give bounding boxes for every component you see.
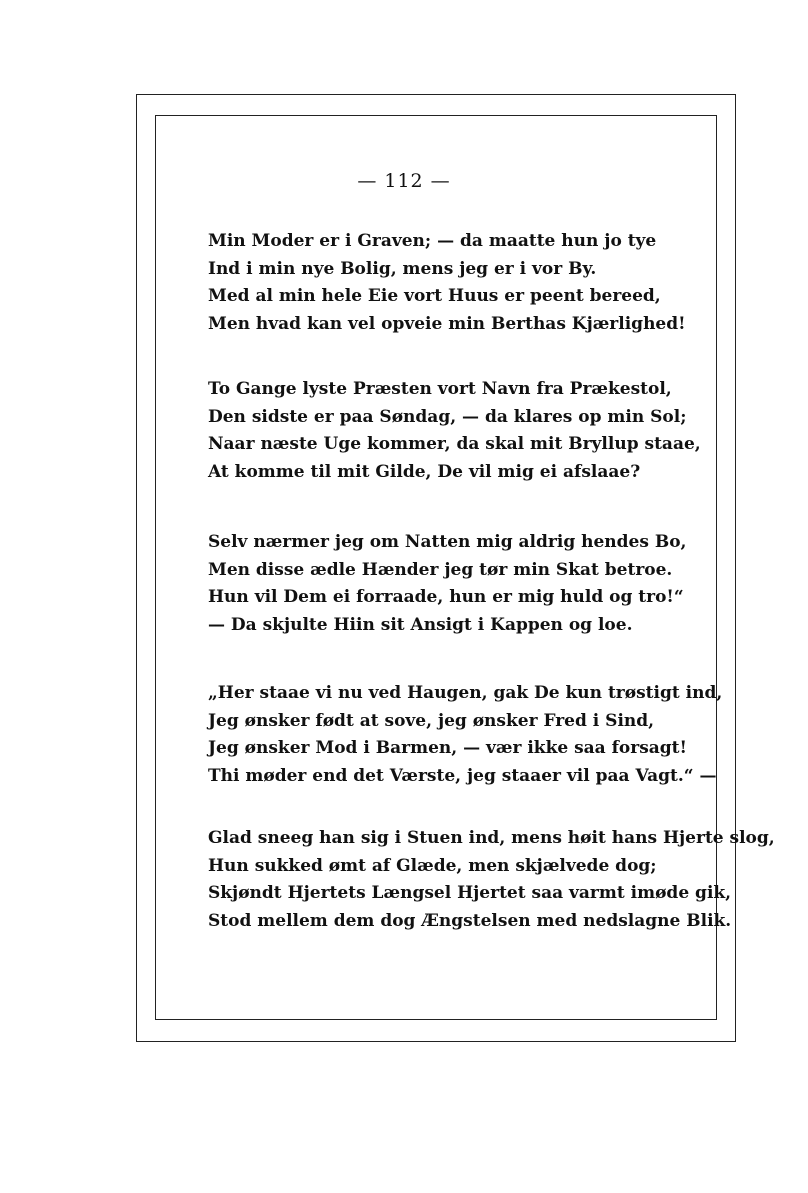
stanza-3 [208,529,687,639]
verse-line: Selv nærmer jeg om Natten mig aldrig hendes Bo, [208,532,687,552]
verse-line: Naar næste Uge kommer, da skal mit Bryllup staae, [208,434,701,454]
verse-line: At komme til mit Gilde, De vil mig ei afslaae? [208,461,641,482]
verse-line: Hun vil Dem ei forraade, hun er mig huld og tro!“ [208,587,684,607]
verse-line: Glad sneeg han sig i Stuen ind, mens høit hans Hjerte slog, [208,828,775,848]
verse-line: Stod mellem dem dog Ængstelsen med nedslagne Blik. [208,910,732,931]
page-number: — 112 — [357,170,451,192]
verse-line: Men disse ædle Hænder jeg tør min Skat betroe. [208,559,673,580]
stanza-1 [208,228,686,338]
verse-line: Hun sukked ømt af Glæde, men skjælvede dog; [208,855,657,876]
verse-line: Jeg ønsker Mod i Barmen, — vær ikke saa forsagt! [208,738,687,758]
stanza-2 [208,376,701,486]
stanza-4 [208,680,723,790]
stanza-5 [208,825,775,935]
verse-line: „Her staae vi nu ved Haugen, gak De kun trøstigt ind, [208,683,723,703]
verse-line: Men hvad kan vel opveie min Berthas Kjærlighed! [208,313,686,334]
verse-line: Min Moder er i Graven; — da maatte hun jo tye [208,231,657,251]
verse-line: Jeg ønsker født at sove, jeg ønsker Fred i Sind, [208,710,655,731]
verse-line: Ind i min nye Bolig, mens jeg er i vor By. [208,258,597,279]
verse-line: Thi møder end det Værste, jeg staaer vil paa Vagt.“ — [208,765,717,786]
verse-line: Skjøndt Hjertets Længsel Hjertet saa varmt imøde gik, [208,883,732,903]
verse-line: Den sidste er paa Søndag, — da klares op min Sol; [208,406,687,427]
verse-line: Med al min hele Eie vort Huus er peent bereed, [208,286,661,306]
verse-line: — Da skjulte Hiin sit Ansigt i Kappen og loe. [208,614,633,635]
verse-line: To Gange lyste Præsten vort Navn fra Prækestol, [208,379,672,399]
